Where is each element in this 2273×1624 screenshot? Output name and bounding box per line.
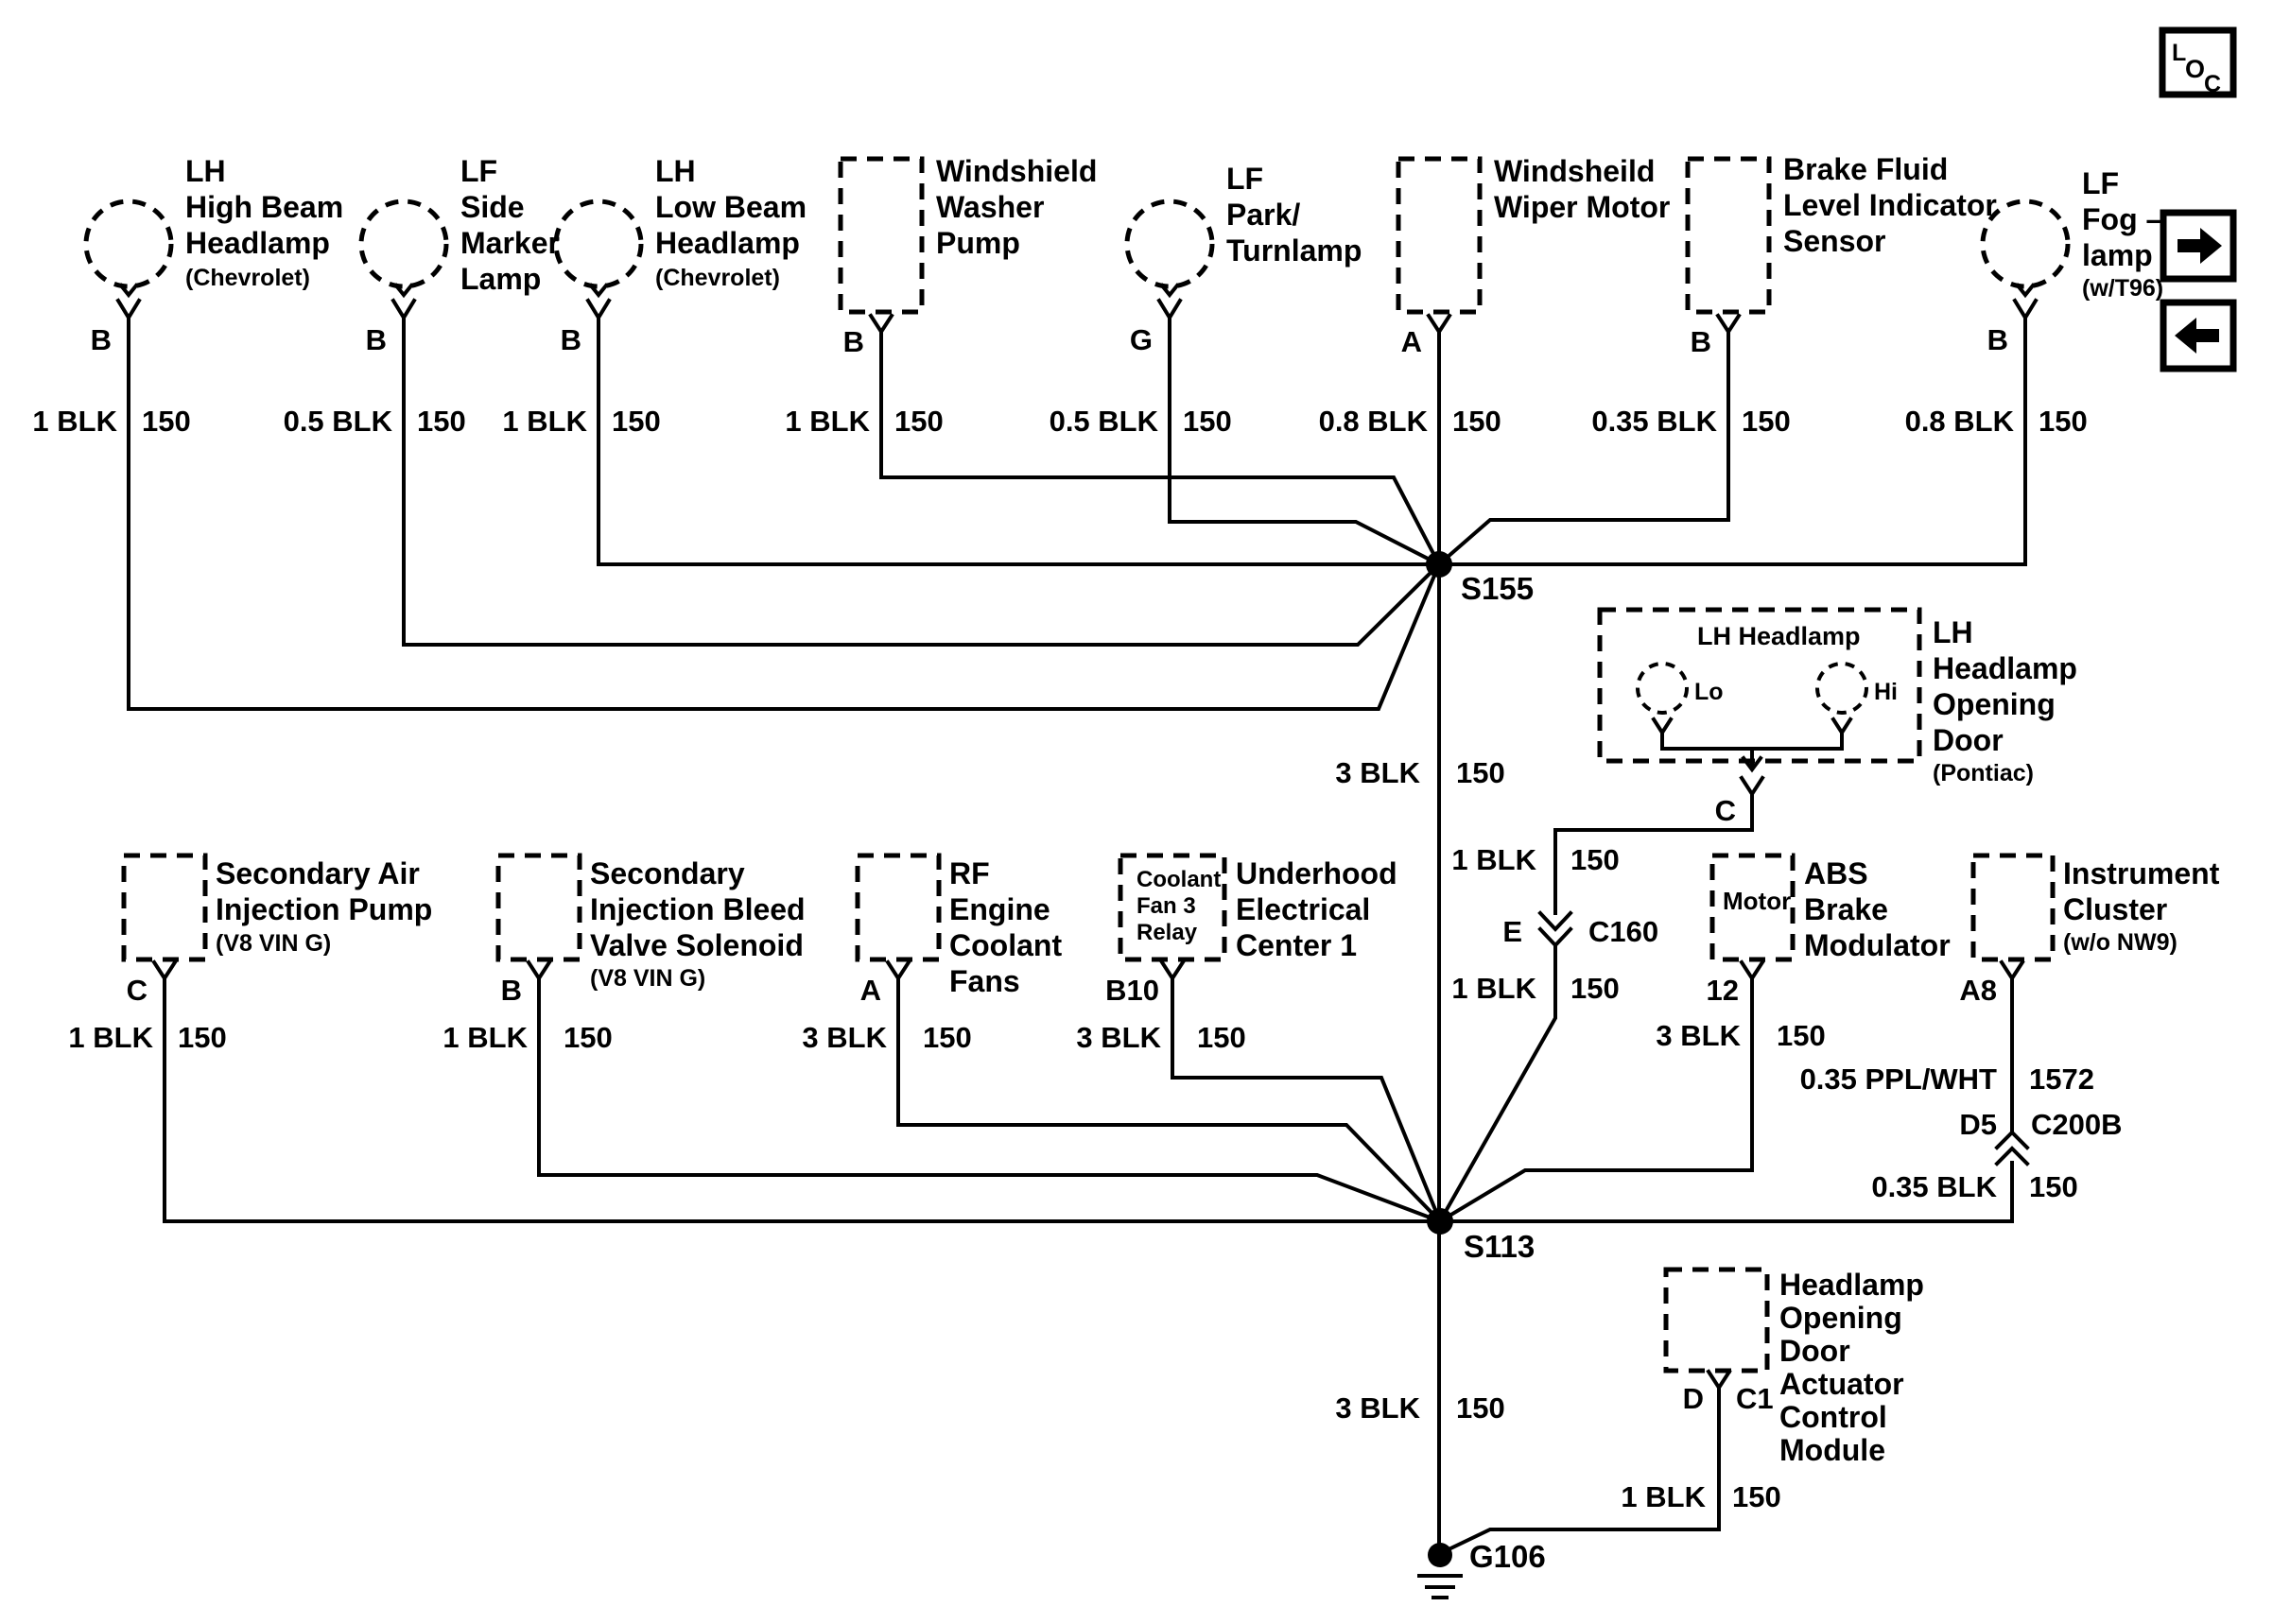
svg-text:G: G [1129, 323, 1153, 356]
loc-button[interactable] [2162, 30, 2233, 97]
svg-text:Fan 3: Fan 3 [1136, 893, 1196, 919]
svg-text:Modulator: Modulator [1804, 928, 1951, 962]
svg-text:Relay: Relay [1136, 920, 1198, 945]
svg-text:(Chevrolet): (Chevrolet) [655, 265, 780, 291]
svg-text:Low Beam: Low Beam [655, 190, 807, 224]
svg-text:Turnlamp: Turnlamp [1226, 233, 1362, 268]
svg-text:C: C [126, 974, 147, 1007]
splice-dot [1427, 1208, 1453, 1235]
svg-text:A8: A8 [1959, 974, 1997, 1007]
trunk-lower-gauge: 3 BLK [1335, 1391, 1420, 1425]
component-underhood-electrical-center-1 [1076, 855, 1397, 1054]
svg-text:LF: LF [460, 154, 498, 188]
svg-text:150: 150 [178, 1021, 227, 1054]
pin-fork [2015, 301, 2036, 318]
svg-text:1 BLK: 1 BLK [502, 405, 587, 438]
pin-fork [1718, 316, 1739, 332]
svg-text:Headlamp: Headlamp [185, 226, 330, 260]
svg-text:Fog –: Fog – [2082, 202, 2163, 236]
svg-text:1 BLK: 1 BLK [785, 405, 870, 438]
lamp-symbol [1983, 201, 2068, 286]
pin-fork [154, 962, 175, 978]
svg-text:B: B [842, 325, 864, 358]
svg-text:Opening: Opening [1933, 687, 2056, 721]
component-box [1398, 159, 1480, 312]
splice-s113 [1427, 1208, 1535, 1264]
pin-fork [888, 962, 909, 978]
wire-coolant-fans [898, 978, 1440, 1221]
component-box [1666, 1270, 1767, 1371]
svg-text:Hi: Hi [1874, 679, 1898, 705]
pin-label: D [1682, 1382, 1704, 1415]
svg-text:Control: Control [1779, 1400, 1887, 1434]
svg-text:O: O [2185, 55, 2206, 83]
svg-text:150: 150 [2039, 405, 2088, 438]
motor-label: Motor [1723, 887, 1792, 915]
svg-text:Sensor: Sensor [1783, 224, 1886, 258]
component-windshield-wiper-motor [1319, 154, 1671, 438]
trunk-lower-circuit: 150 [1456, 1391, 1505, 1425]
ground-label: G106 [1469, 1539, 1546, 1574]
pin-fork [393, 301, 414, 318]
splice-label: S155 [1461, 571, 1535, 606]
svg-text:150: 150 [1732, 1480, 1781, 1513]
svg-text:150: 150 [1570, 843, 1620, 876]
svg-text:Headlamp: Headlamp [655, 226, 800, 260]
svg-text:0.5 BLK: 0.5 BLK [1049, 405, 1158, 438]
pin-fork [1159, 301, 1180, 318]
svg-text:Park/: Park/ [1226, 198, 1301, 232]
splice-label: S113 [1464, 1229, 1536, 1264]
svg-text:Lamp: Lamp [460, 262, 542, 296]
svg-text:0.35 PPL/WHT: 0.35 PPL/WHT [1799, 1063, 1997, 1096]
wire-washer-pump [881, 332, 1439, 564]
svg-text:3 BLK: 3 BLK [802, 1021, 887, 1054]
svg-text:(V8 VIN G): (V8 VIN G) [590, 965, 706, 992]
left-arrow-icon [2175, 318, 2219, 354]
pin-fork [588, 301, 609, 318]
svg-text:Opening: Opening [1779, 1301, 1902, 1335]
connector-id: C1 [1736, 1382, 1774, 1415]
svg-text:Center 1: Center 1 [1236, 928, 1358, 962]
trunk-upper-circuit: 150 [1456, 756, 1505, 789]
pin-fork [1742, 962, 1762, 978]
svg-text:A: A [859, 974, 881, 1007]
prev-page-button[interactable] [2163, 302, 2233, 369]
wire-park-turnlamp [1170, 319, 1439, 564]
svg-text:150: 150 [1197, 1021, 1246, 1054]
lamp-symbol [556, 201, 641, 286]
wire-lf-side-marker [404, 319, 1439, 645]
wire-gauge: 1 BLK [32, 405, 117, 438]
svg-text:lamp: lamp [2082, 238, 2153, 272]
pin-fork [871, 316, 892, 332]
svg-text:1 BLK: 1 BLK [68, 1021, 153, 1054]
svg-text:Lo: Lo [1694, 679, 1724, 705]
svg-text:Windsheild: Windsheild [1494, 154, 1656, 188]
svg-text:Door: Door [1779, 1334, 1850, 1368]
pin-label: B [90, 323, 112, 356]
svg-text:Engine: Engine [949, 892, 1050, 926]
hi-fork [1833, 719, 1850, 733]
component-lh-low-beam-headlamp [502, 154, 807, 438]
svg-text:Instrument: Instrument [2063, 856, 2220, 890]
svg-text:150: 150 [2029, 1170, 2078, 1203]
svg-text:Secondary Air: Secondary Air [216, 856, 420, 890]
svg-text:3 BLK: 3 BLK [1656, 1019, 1741, 1052]
component-secondary-injection-bleed-valve-solenoid [442, 855, 805, 1054]
svg-text:L: L [2172, 40, 2187, 66]
connector-chevron-icon [1997, 1132, 2027, 1148]
svg-text:150: 150 [1183, 405, 1232, 438]
svg-text:150: 150 [612, 405, 661, 438]
wire-lh-low-beam [599, 319, 1439, 564]
svg-text:1 BLK: 1 BLK [1621, 1480, 1706, 1513]
pin-label: B [365, 323, 387, 356]
component-label: LH [185, 154, 226, 188]
svg-text:Headlamp: Headlamp [1933, 651, 2077, 685]
connector-chevron-icon [1540, 913, 1570, 929]
svg-text:Brake: Brake [1804, 892, 1888, 926]
svg-text:150: 150 [564, 1021, 613, 1054]
svg-text:(V8 VIN G): (V8 VIN G) [216, 930, 332, 957]
component-box [858, 855, 939, 959]
relay-label: Coolant [1136, 867, 1222, 892]
inner-title: LH Headlamp [1697, 622, 1861, 650]
svg-text:Wiper Motor: Wiper Motor [1494, 190, 1671, 224]
svg-text:1572: 1572 [2029, 1063, 2094, 1096]
svg-text:150: 150 [417, 405, 466, 438]
svg-text:Module: Module [1779, 1433, 1885, 1467]
lamp-notch [121, 285, 136, 295]
svg-text:B: B [1690, 325, 1711, 358]
svg-text:Injection Pump: Injection Pump [216, 892, 433, 926]
wire-fog-lamp [1439, 319, 2025, 564]
component-lf-park-turnlamp [1050, 162, 1362, 438]
svg-text:Washer: Washer [936, 190, 1045, 224]
svg-text:Underhood: Underhood [1236, 856, 1397, 890]
svg-text:Injection Bleed: Injection Bleed [590, 892, 806, 926]
svg-text:0.35 BLK: 0.35 BLK [1591, 405, 1717, 438]
svg-text:Actuator: Actuator [1779, 1367, 1904, 1401]
pin-fork [1709, 1372, 1729, 1388]
svg-text:1 BLK: 1 BLK [1451, 843, 1536, 876]
svg-text:(w/T96): (w/T96) [2082, 275, 2164, 302]
component-box [1688, 159, 1769, 312]
svg-text:Valve Solenoid: Valve Solenoid [590, 928, 804, 962]
svg-text:LH: LH [1933, 615, 1973, 649]
component-lh-high-beam-headlamp [32, 154, 343, 438]
svg-text:LF: LF [2082, 166, 2120, 200]
pin-fork [529, 962, 549, 978]
connector-id: C200B [2031, 1108, 2123, 1141]
svg-text:Electrical: Electrical [1236, 892, 1371, 926]
svg-text:Pump: Pump [936, 226, 1020, 260]
component-abs-brake-modulator [1656, 855, 1950, 1052]
svg-text:1 BLK: 1 BLK [442, 1021, 528, 1054]
wire-circuit: 150 [142, 405, 191, 438]
svg-text:Marker: Marker [460, 226, 560, 260]
splice-dot [1426, 551, 1452, 578]
svg-text:A: A [1400, 325, 1422, 358]
lamp-symbol [1127, 201, 1212, 286]
pin-fork [118, 301, 139, 318]
svg-text:150: 150 [1742, 405, 1791, 438]
lo-bulb-symbol [1638, 664, 1687, 713]
svg-text:C: C [2204, 71, 2222, 97]
svg-text:B: B [560, 323, 581, 356]
component-lh-headlamp-opening-door [1600, 610, 2077, 827]
svg-text:LH: LH [655, 154, 696, 188]
wire-abs-modulator [1440, 978, 1752, 1221]
svg-text:0.35 BLK: 0.35 BLK [1871, 1170, 1997, 1203]
svg-text:150: 150 [1777, 1019, 1826, 1052]
svg-text:Fans: Fans [949, 964, 1020, 998]
wire-bleed-valve-solenoid [539, 978, 1440, 1221]
internal-bus [1662, 733, 1842, 749]
svg-text:0.5 BLK: 0.5 BLK [283, 405, 392, 438]
svg-text:B: B [500, 974, 522, 1007]
component-box [841, 159, 922, 312]
svg-text:Coolant: Coolant [949, 928, 1063, 962]
lamp-symbol [361, 201, 446, 286]
next-page-button[interactable] [2163, 213, 2233, 279]
wire-underhood-center [1172, 978, 1440, 1221]
component-headlamp-door-actuator-control-module [1621, 1268, 1924, 1513]
right-arrow-icon [2178, 228, 2222, 264]
pin-fork [1162, 962, 1183, 978]
pin-fork [2002, 962, 2022, 978]
svg-text:B10: B10 [1105, 974, 1159, 1007]
svg-text:Brake Fluid: Brake Fluid [1783, 152, 1949, 186]
connector-pin: E [1502, 915, 1522, 948]
component-secondary-air-injection-pump [68, 855, 432, 1054]
component-windshield-washer-pump [785, 154, 1097, 438]
svg-text:Door: Door [1933, 723, 2004, 757]
pin-fork [1429, 316, 1449, 332]
svg-text:150: 150 [894, 405, 944, 438]
pin-fork [1742, 778, 1762, 794]
svg-text:0.8 BLK: 0.8 BLK [1318, 405, 1428, 438]
lo-fork [1654, 719, 1671, 733]
svg-text:(w/o NW9): (w/o NW9) [2063, 929, 2178, 956]
svg-text:1 BLK: 1 BLK [1451, 972, 1536, 1005]
connector-c200b [1871, 1108, 2122, 1203]
component-variant: (Chevrolet) [185, 265, 310, 291]
ground-g106 [1419, 1539, 1546, 1598]
component-rf-engine-coolant-fans [802, 855, 1062, 1054]
svg-text:Cluster: Cluster [2063, 892, 2168, 926]
wire-brake-fluid-sensor [1439, 332, 1728, 564]
svg-text:Side: Side [460, 190, 525, 224]
svg-text:Level Indicator: Level Indicator [1783, 188, 1997, 222]
svg-text:ABS: ABS [1804, 856, 1868, 890]
wire-air-injection-pump-and-main-horizontal [165, 978, 2012, 1221]
ground-dot [1428, 1543, 1452, 1567]
component-box [1973, 855, 2053, 959]
component-box [124, 855, 205, 959]
svg-text:150: 150 [1452, 405, 1501, 438]
svg-text:150: 150 [1570, 972, 1620, 1005]
svg-text:(Pontiac): (Pontiac) [1933, 760, 2034, 786]
svg-text:B: B [1987, 323, 2008, 356]
svg-text:150: 150 [923, 1021, 972, 1054]
wires [126, 319, 2025, 1555]
splice-s155 [1426, 551, 1534, 606]
svg-text:3 BLK: 3 BLK [1076, 1021, 1161, 1054]
svg-text:Headlamp: Headlamp [1779, 1268, 1924, 1302]
svg-text:12: 12 [1706, 974, 1739, 1007]
svg-text:Secondary: Secondary [590, 856, 745, 890]
svg-text:0.8 BLK: 0.8 BLK [1904, 405, 2014, 438]
svg-text:RF: RF [949, 856, 990, 890]
svg-text:LF: LF [1226, 162, 1264, 196]
svg-text:High Beam: High Beam [185, 190, 344, 224]
svg-text:Windshield: Windshield [936, 154, 1098, 188]
lamp-symbol [86, 201, 171, 286]
connector-pin: D5 [1959, 1108, 1997, 1141]
pin-label: C [1714, 794, 1736, 827]
component-box [498, 855, 580, 959]
trunk-upper-gauge: 3 BLK [1335, 756, 1420, 789]
wire-lh-high-beam [129, 319, 1439, 709]
connector-id: C160 [1588, 915, 1659, 948]
hi-bulb-symbol [1817, 664, 1866, 713]
